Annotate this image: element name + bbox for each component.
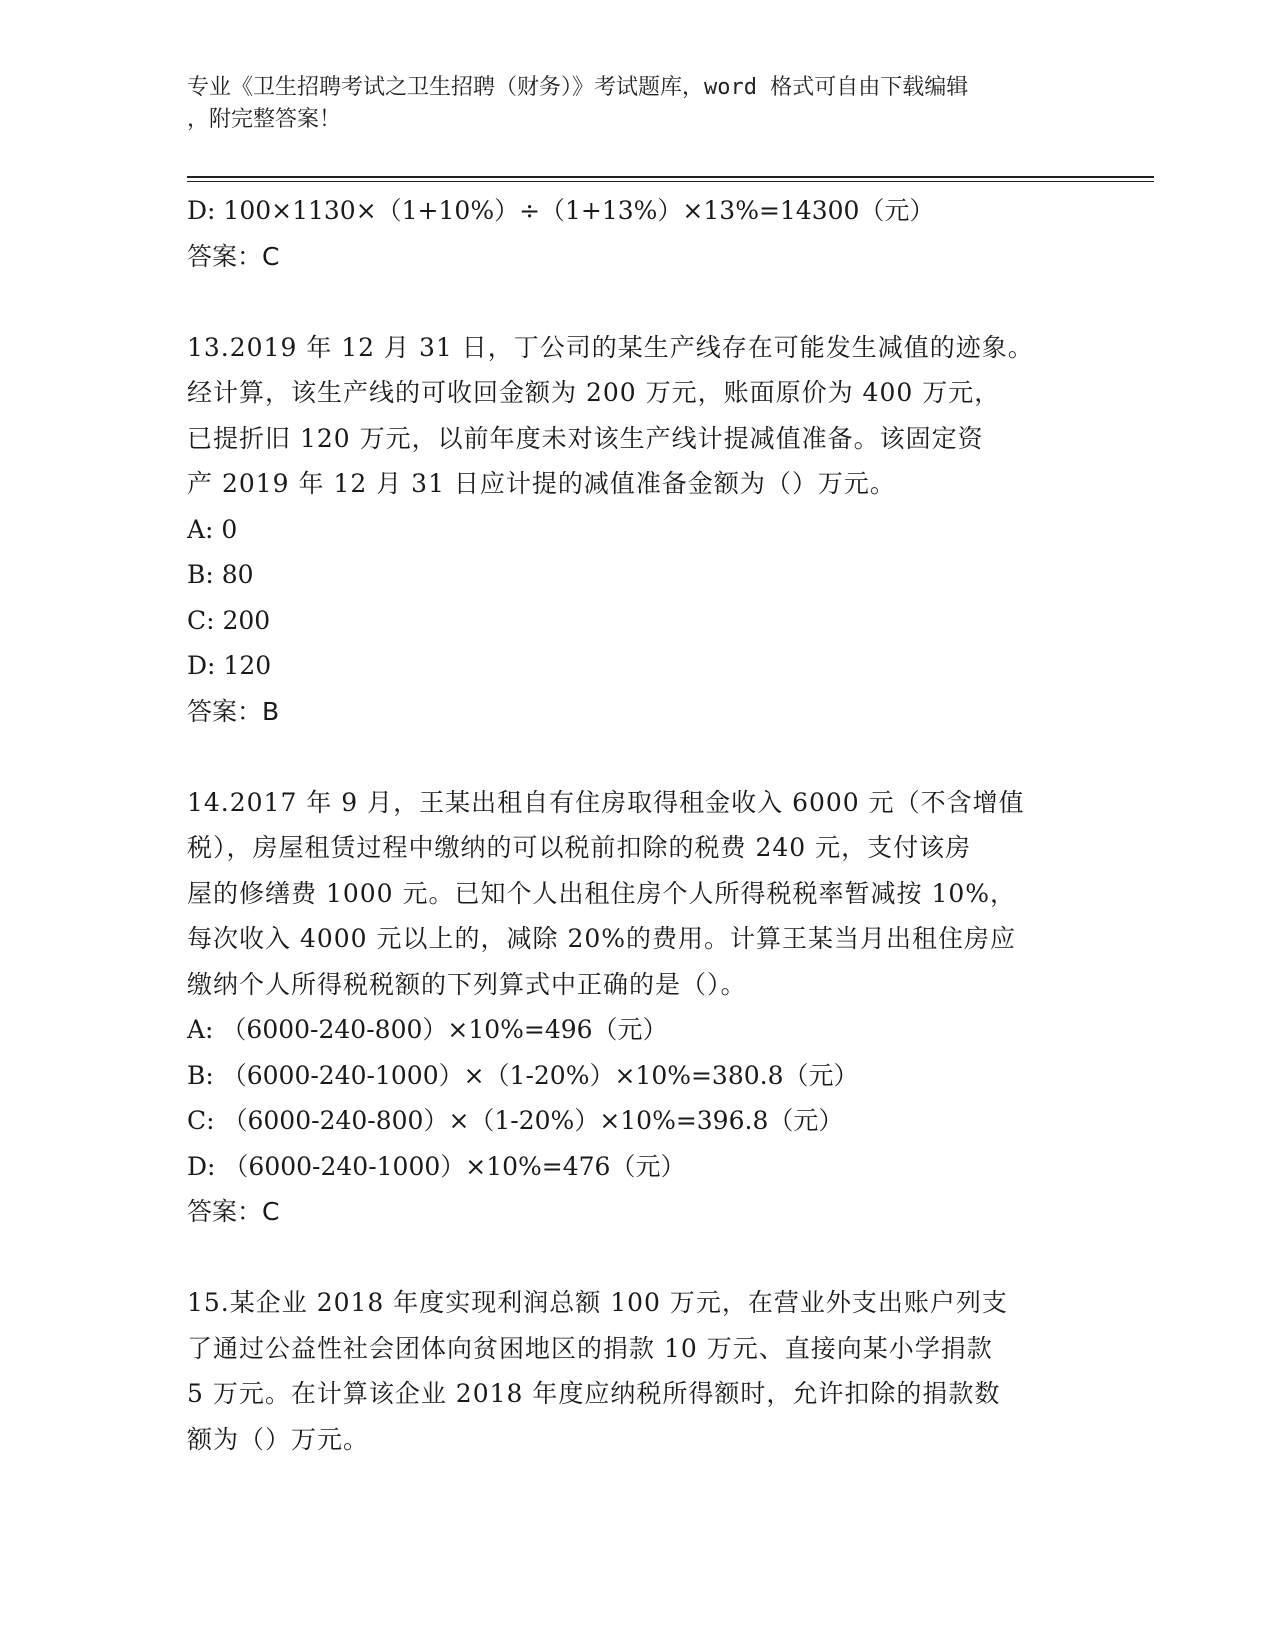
- question-stem-line: 15.某企业 2018 年度实现利润总额 100 万元，在营业外支出账户列支: [187, 1288, 1008, 1317]
- question-15: [187, 1280, 1077, 1462]
- document-header: [187, 72, 1067, 136]
- question-stem-line: 额为（）万元。: [187, 1424, 370, 1454]
- header-line-2: ，附完整答案！: [187, 107, 342, 132]
- option-d: D: （6000-240-1000）×10%=476（元）: [187, 1151, 686, 1181]
- question-stem-line: 14.2017 年 9 月，王某出租自有住房取得租金收入 6000 元（不含增值: [187, 787, 1025, 817]
- question-content: [187, 188, 1077, 1462]
- answer: 答案：C: [187, 241, 280, 271]
- option-d: D: 120: [187, 651, 272, 680]
- question-stem-line: 税），房屋租赁过程中缴纳的可以税前扣除的税费 240 元，支付该房: [187, 833, 972, 862]
- option-a: A: （6000-240-800）×10%=496（元）: [187, 1015, 668, 1044]
- header-line-1: 专业《卫生招聘考试之卫生招聘（财务）》考试题库，word 格式可自由下载编辑: [187, 75, 969, 100]
- question-12: [187, 188, 1077, 279]
- option-c: C: 200: [187, 605, 271, 635]
- question-stem-line: 13.2019 年 12 月 31 日，丁公司的某生产线存在可能发生减值的迹象。: [187, 332, 1034, 362]
- option-c: C: （6000-240-800）×（1-20%）×10%=396.8（元）: [187, 1106, 844, 1135]
- option-b: B: 80: [187, 560, 254, 589]
- question-stem-line: 产 2019 年 12 月 31 日应计提的减值准备金额为（）万元。: [187, 469, 896, 498]
- question-stem-line: 屋的修缮费 1000 元。已知个人出租住房个人所得税税率暂减按 10%，: [187, 878, 1017, 908]
- question-stem-line: 经计算，该生产线的可收回金额为 200 万元，账面原价为 400 万元，: [187, 378, 1001, 407]
- question-stem-line: 已提折旧 120 万元，以前年度未对该生产线计提减值准备。该固定资: [187, 423, 984, 453]
- header-rule-thin: [187, 181, 1154, 182]
- option-d: D: 100×1130×（1+10%）÷（1+13%）×13%=14300（元）: [187, 196, 935, 225]
- question-stem-line: 了通过公益性社会团体向贫困地区的捐款 10 万元、直接向某小学捐款: [187, 1333, 993, 1363]
- question-14: [187, 780, 1077, 1235]
- question-13: [187, 325, 1077, 735]
- header-rule-thick: [187, 176, 1154, 178]
- question-stem-line: 每次收入 4000 元以上的，减除 20%的费用。计算王某当月出租住房应: [187, 924, 1017, 953]
- question-stem-line: 缴纳个人所得税税额的下列算式中正确的是（）。: [187, 969, 747, 999]
- option-b: B: （6000-240-1000）×（1-20%）×10%=380.8（元）: [187, 1060, 859, 1090]
- option-a: A: 0: [187, 514, 238, 544]
- answer: 答案：B: [187, 696, 280, 726]
- answer: 答案：C: [187, 1197, 280, 1226]
- question-stem-line: 5 万元。在计算该企业 2018 年度应纳税所得额时，允许扣除的捐款数: [187, 1379, 1001, 1408]
